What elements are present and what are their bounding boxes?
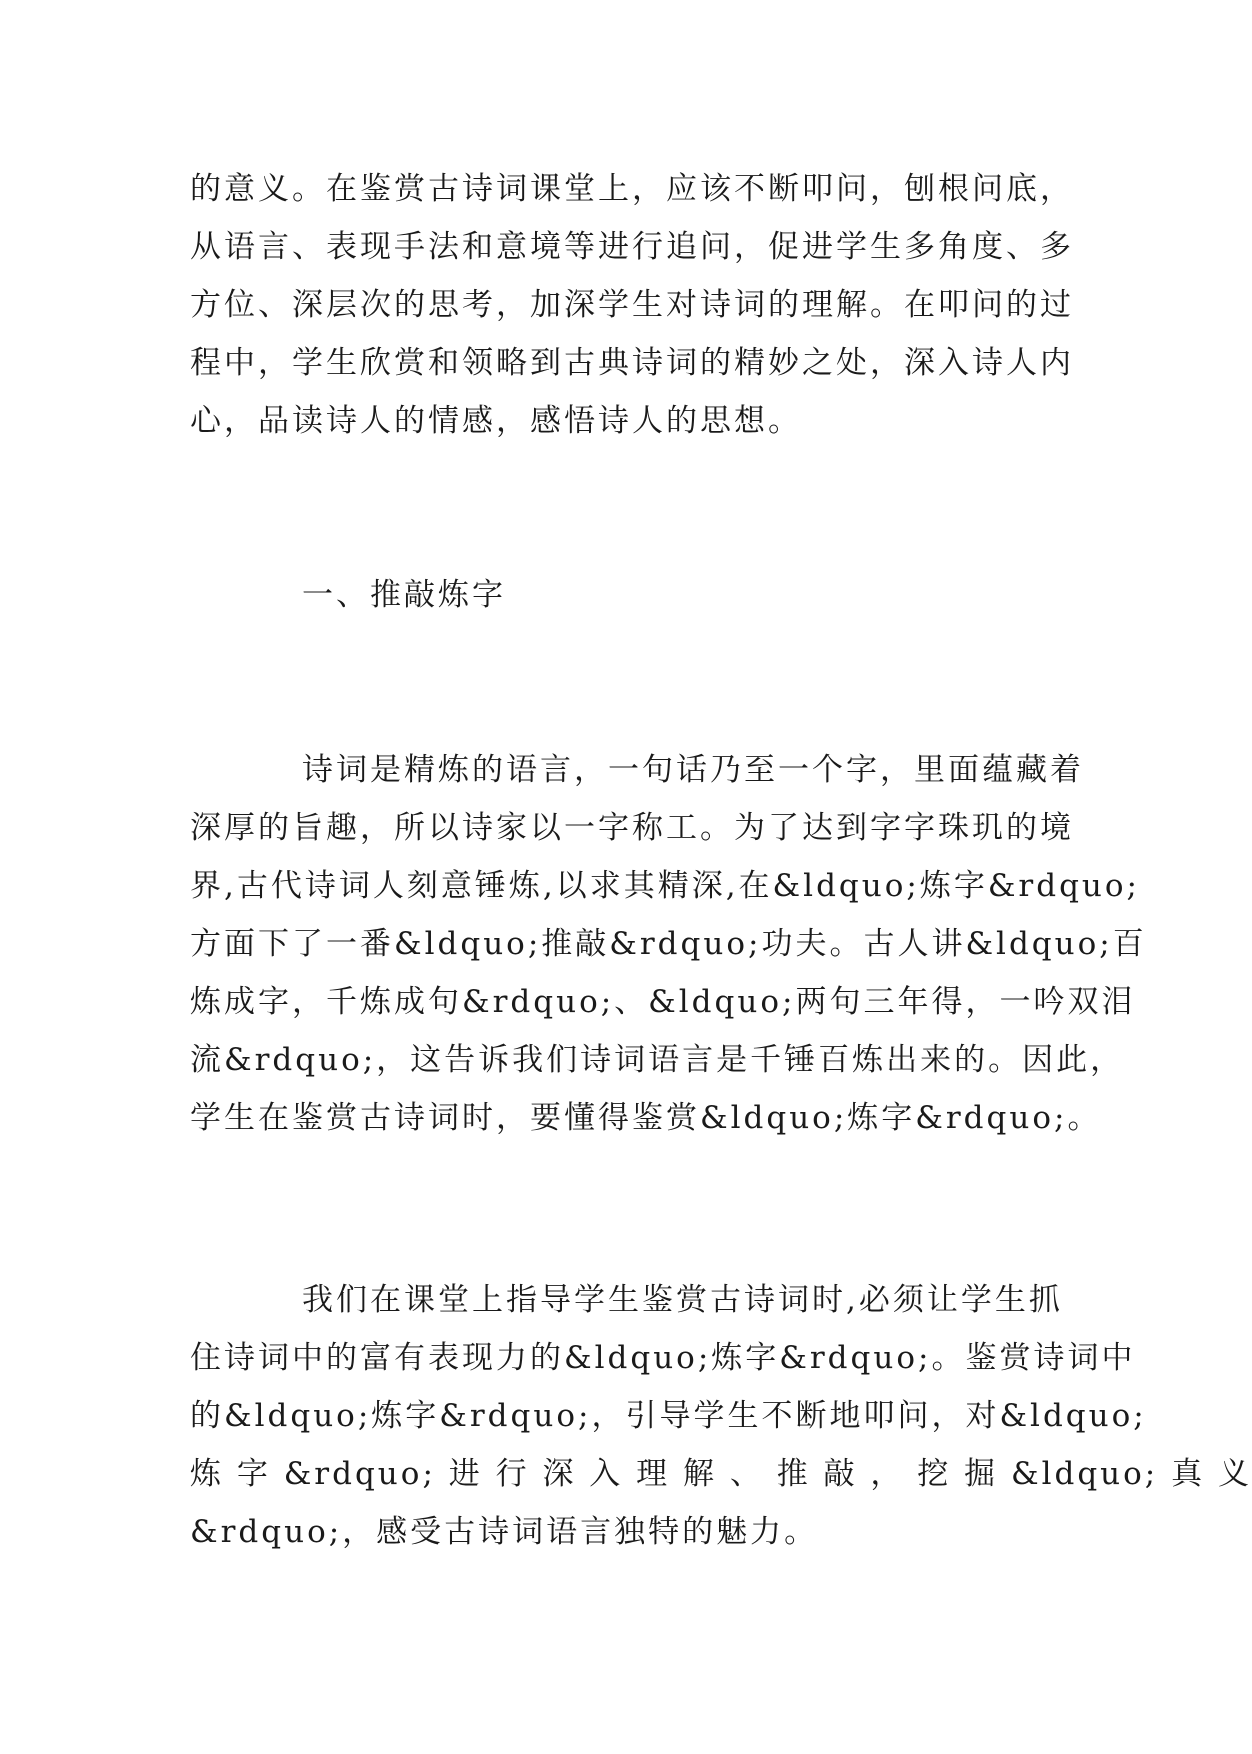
paragraph-1 (190, 160, 1074, 450)
paragraph-3-line: 炼 字 &rdquo; 进 行 深 入 理 解 、 推 敲 ， 挖 掘 &ldquo; 真 义 (190, 1456, 1252, 1492)
paragraph-2-line: 界,古代诗词人刻意锤炼,以求其精深,在&ldquo;炼字&rdquo; (190, 868, 1141, 904)
section-heading: 一、推敲炼字 (302, 577, 506, 613)
paragraph-2-line: 诗词是精炼的语言，一句话乃至一个字，里面蕴藏着 (302, 752, 1084, 788)
paragraph-2-line: 流&rdquo;，这告诉我们诗词语言是千锤百炼出来的。因此， (190, 1042, 1125, 1078)
paragraph-3-line: &rdquo;，感受古诗词语言独特的魅力。 (190, 1514, 819, 1550)
paragraph-2-line: 炼成字，千炼成句&rdquo;、&ldquo;两句三年得，一吟双泪 (190, 984, 1136, 1020)
paragraph-3 (190, 1271, 1252, 1561)
paragraph-3-line: 住诗词中的富有表现力的&ldquo;炼字&rdquo;。鉴赏诗词中 (190, 1340, 1136, 1376)
paragraph-1-line: 心，品读诗人的情感，感悟诗人的思想。 (190, 403, 802, 439)
paragraph-2-line: 学生在鉴赏古诗词时，要懂得鉴赏&ldquo;炼字&rdquo;。 (190, 1100, 1102, 1136)
paragraph-1-line: 程中，学生欣赏和领略到古典诗词的精妙之处，深入诗人内 (190, 345, 1074, 381)
paragraph-2 (190, 741, 1147, 1147)
paragraph-1-line: 的意义。在鉴赏古诗词课堂上，应该不断叩问，刨根问底， (190, 171, 1074, 207)
paragraph-2-line: 方面下了一番&ldquo;推敲&rdquo;功夫。古人讲&ldquo;百 (190, 926, 1147, 962)
paragraph-2-line: 深厚的旨趣，所以诗家以一字称工。为了达到字字珠玑的境 (190, 810, 1074, 846)
paragraph-3-line: 的&ldquo;炼字&rdquo;，引导学生不断地叩问，对&ldquo; (190, 1398, 1147, 1434)
paragraph-1-line: 从语言、表现手法和意境等进行追问，促进学生多角度、多 (190, 229, 1074, 265)
paragraph-3-line: 我们在课堂上指导学生鉴赏古诗词时,必须让学生抓 (302, 1282, 1063, 1318)
paragraph-1-line: 方位、深层次的思考，加深学生对诗词的理解。在叩问的过 (190, 287, 1074, 323)
